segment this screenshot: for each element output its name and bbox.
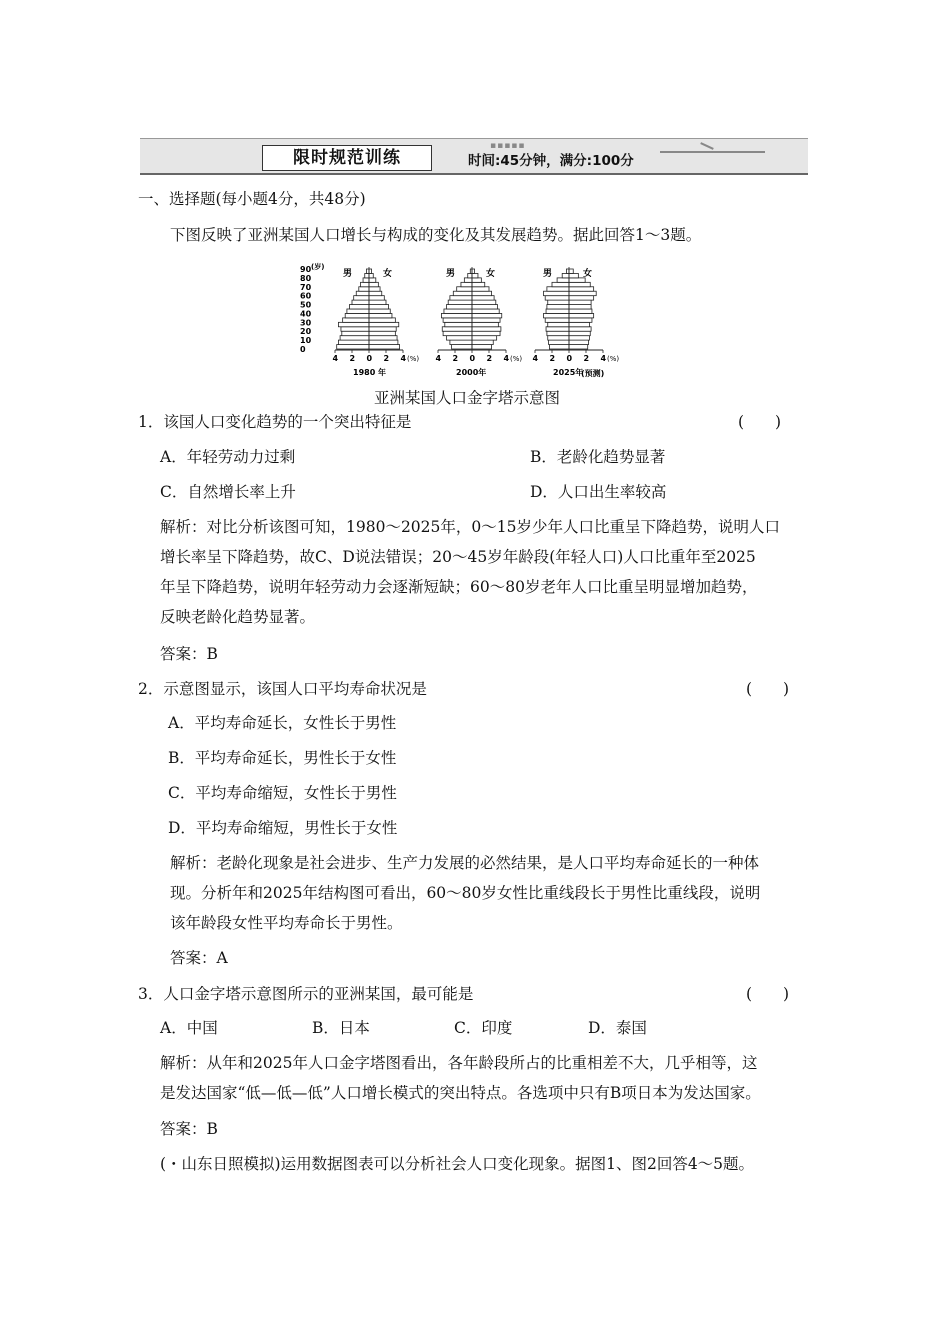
female-bar (472, 291, 492, 295)
question-3-option-c: C．印度 (454, 1019, 513, 1037)
pyramid-year-label: 2000年 (456, 368, 487, 377)
x-tick-label: 4 (503, 354, 510, 363)
female-bar (369, 327, 396, 331)
female-label: 女 (486, 269, 496, 279)
female-bar (569, 300, 591, 304)
female-bar (569, 331, 590, 335)
pyramid-year-label: 1980 年 (353, 368, 387, 377)
male-bar (546, 309, 569, 313)
question-2-bracket: ( ) (746, 680, 790, 698)
question-1-option-c: C．自然增长率上升 (160, 483, 296, 501)
female-label: 女 (583, 269, 593, 279)
question-3-analysis-line: 是发达国家“低—低—低”人口增长模式的突出特点。各选项中只有B项日本为发达国家。 (160, 1084, 761, 1102)
question-2-analysis-line: 该年龄段女性平均寿命长于男性。 (170, 914, 403, 932)
male-bar (337, 345, 369, 349)
female-bar (569, 291, 596, 295)
male-bar (545, 296, 569, 300)
female-bar (472, 331, 500, 335)
male-bar (349, 305, 369, 309)
female-bar (369, 291, 382, 295)
male-bar (448, 300, 472, 304)
male-bar (441, 313, 472, 317)
female-bar (369, 331, 395, 335)
question-2-option-b: B．平均寿命延长，男性长于女性 (168, 749, 397, 767)
question-2-answer: 答案：A (170, 949, 228, 967)
percent-unit-label: (%) (607, 355, 620, 363)
age-unit-label: (岁) (311, 263, 325, 271)
x-tick-label: 4 (400, 354, 407, 363)
female-bar (472, 287, 489, 291)
male-bar (544, 313, 570, 317)
question-3-analysis-line: 解析：从年和2025年人口金字塔图看出，各年龄段所占的比重相差不大，几乎相等，这 (160, 1054, 758, 1072)
male-bar (450, 296, 472, 300)
male-bar (447, 305, 473, 309)
x-tick-label: 2 (383, 354, 390, 363)
question-1-analysis-line: 反映老龄化趋势显著。 (160, 608, 316, 626)
female-bar (569, 296, 594, 300)
female-bar (472, 336, 497, 340)
male-bar (341, 327, 369, 331)
female-bar (369, 287, 380, 291)
female-bar (369, 309, 390, 313)
female-bar (472, 300, 496, 304)
x-tick-label: 2 (583, 354, 590, 363)
x-tick-label: 2 (349, 354, 356, 363)
question-1-answer: 答案：B (160, 645, 218, 663)
male-bar (562, 273, 569, 277)
male-bar (443, 318, 472, 322)
male-bar (342, 331, 369, 335)
male-bar (363, 278, 369, 282)
male-bar (547, 305, 569, 309)
female-bar (369, 313, 392, 317)
x-tick-label: 2 (452, 354, 459, 363)
age-tick-label: 10 (300, 336, 312, 346)
female-bar (369, 318, 395, 322)
male-bar (345, 313, 369, 317)
percent-unit-label: (%) (407, 355, 420, 363)
male-bar (443, 331, 472, 335)
female-bar (369, 322, 399, 326)
question-2-option-a: A．平均寿命延长，女性长于男性 (168, 714, 397, 732)
banner-decoration: ▪▪▪▪▪ (490, 141, 526, 151)
female-bar (369, 340, 398, 344)
x-tick-label: 0 (469, 354, 476, 363)
female-bar (569, 318, 592, 322)
next-questions-intro: (・山东日照模拟)运用数据图表可以分析社会人口变化现象。据图1、图2回答4～5题。 (160, 1155, 755, 1173)
question-1-analysis-line: 增长率呈下降趋势，故C、D说法错误；20～45岁年龄段(年轻人口)人口比重年至2025 (160, 548, 756, 566)
question-3-stem: 3．人口金字塔示意图所示的亚洲某国，最可能是 (138, 985, 474, 1003)
question-3-option-a: A．中国 (160, 1019, 218, 1037)
age-tick-label: 60 (300, 291, 312, 301)
percent-unit-label: (%) (510, 355, 523, 363)
age-tick-label: 30 (300, 318, 312, 328)
male-bar (457, 287, 472, 291)
male-bar (338, 340, 369, 344)
male-bar (549, 340, 569, 344)
question-1-option-d: D．人口出生率较高 (530, 483, 667, 501)
age-tick-label: 90 (300, 265, 312, 274)
section-heading: 一、选择题(每小题4分，共48分) (138, 190, 366, 208)
female-bar (472, 313, 502, 317)
male-bar (548, 322, 569, 326)
female-bar (472, 309, 499, 313)
female-bar (472, 318, 500, 322)
female-bar (472, 278, 481, 282)
female-bar (569, 269, 573, 273)
male-bar (548, 300, 569, 304)
female-bar (569, 322, 589, 326)
female-bar (569, 313, 594, 317)
question-3-bracket: ( ) (746, 985, 790, 1003)
question-1-bracket: ( ) (738, 413, 782, 431)
male-bar (450, 340, 472, 344)
male-bar (552, 282, 569, 286)
male-bar (547, 287, 569, 291)
female-bar (369, 273, 373, 277)
female-bar (569, 345, 588, 349)
male-bar (352, 300, 369, 304)
female-bar (569, 273, 578, 277)
age-tick-label: 70 (300, 282, 312, 292)
x-tick-label: 2 (549, 354, 556, 363)
female-bar (369, 336, 397, 340)
male-bar (452, 345, 472, 349)
female-bar (569, 309, 592, 313)
female-bar (472, 322, 498, 326)
age-tick-label: 80 (300, 273, 312, 283)
male-bar (453, 291, 472, 295)
banner-decoration-line (660, 151, 765, 153)
age-tick-label: 0 (300, 345, 306, 354)
female-bar (472, 273, 478, 277)
question-3-answer: 答案：B (160, 1120, 218, 1138)
male-bar (464, 278, 472, 282)
question-2-stem: 2．示意图显示，该国人口平均寿命状况是 (138, 680, 427, 698)
time-score-info: 时间:45分钟，满分:100分 (468, 153, 634, 169)
male-bar (356, 291, 369, 295)
male-bar (354, 296, 369, 300)
male-bar (544, 291, 570, 295)
male-bar (549, 345, 569, 349)
male-bar (547, 331, 569, 335)
question-1-option-b: B．老龄化趋势显著 (530, 448, 666, 466)
male-label: 男 (446, 269, 456, 279)
female-bar (569, 282, 590, 286)
age-tick-label: 50 (300, 300, 312, 310)
female-bar (569, 287, 594, 291)
male-bar (340, 336, 369, 340)
x-tick-label: 2 (486, 354, 493, 363)
female-bar (369, 300, 386, 304)
figure-caption: 亚洲某国人口金字塔示意图 (374, 389, 561, 407)
x-tick-label: 4 (435, 354, 442, 363)
male-bar (468, 273, 472, 277)
question-1-stem: 1．该国人口变化趋势的一个突出特征是 (138, 413, 412, 431)
x-tick-label: 4 (532, 354, 539, 363)
x-tick-label: 0 (366, 354, 373, 363)
page-title: 限时规范训练 (262, 145, 432, 171)
female-bar (472, 340, 493, 344)
question-2-analysis-line: 现。分析年和2025年结构图可看出，60～80岁女性比重线段长于男性比重线段，说明 (170, 884, 761, 902)
question-1-option-a: A．年轻劳动力过剩 (160, 448, 296, 466)
pyramid-forecast-note: (预测) (581, 369, 605, 378)
question-1-analysis-line: 年呈下降趋势，说明年轻劳动力会逐渐短缺；60～80岁老年人口比重呈明显增加趋势， (160, 578, 758, 596)
section-intro: 下图反映了亚洲某国人口增长与构成的变化及其发展趋势。据此回答1～3题。 (170, 226, 702, 244)
female-bar (369, 305, 389, 309)
female-bar (472, 345, 492, 349)
male-bar (447, 336, 473, 340)
male-bar (461, 282, 472, 286)
female-bar (369, 345, 400, 349)
x-tick-label: 0 (566, 354, 573, 363)
question-3-option-b: B．日本 (312, 1019, 370, 1037)
male-label: 男 (543, 269, 553, 279)
age-tick-label: 20 (300, 327, 312, 337)
question-2-option-d: D．平均寿命缩短，男性长于女性 (168, 819, 398, 837)
male-bar (442, 327, 472, 331)
female-bar (472, 305, 498, 309)
female-bar (369, 278, 376, 282)
x-tick-label: 4 (332, 354, 339, 363)
age-tick-label: 40 (300, 309, 312, 319)
female-bar (472, 327, 501, 331)
male-bar (338, 322, 369, 326)
question-2-option-c: C．平均寿命缩短，女性长于男性 (168, 784, 397, 802)
female-bar (369, 282, 378, 286)
population-pyramid-figure (300, 260, 650, 385)
female-bar (369, 296, 384, 300)
male-bar (545, 318, 569, 322)
male-label: 男 (343, 269, 353, 279)
female-bar (569, 305, 591, 309)
male-bar (343, 318, 369, 322)
question-1-analysis-line: 解析：对比分析该图可知，1980～2025年，0～15岁少年人口比重呈下降趋势，说明人口 (160, 518, 780, 536)
female-bar (569, 336, 589, 340)
male-bar (445, 322, 472, 326)
male-bar (361, 282, 370, 286)
male-bar (557, 278, 569, 282)
male-bar (444, 309, 472, 313)
male-bar (359, 287, 369, 291)
pyramid-year-label: 2025年 (553, 368, 584, 377)
female-bar (569, 327, 591, 331)
female-bar (569, 340, 589, 344)
female-bar (472, 282, 485, 286)
male-bar (365, 273, 369, 277)
female-bar (472, 296, 494, 300)
male-bar (548, 336, 569, 340)
male-bar (347, 309, 369, 313)
question-3-option-d: D．泰国 (588, 1019, 647, 1037)
x-tick-label: 4 (600, 354, 607, 363)
male-bar (546, 327, 569, 331)
question-2-analysis-line: 解析：老龄化现象是社会进步、生产力发展的必然结果，是人口平均寿命延长的一种体 (170, 854, 760, 872)
female-label: 女 (383, 269, 393, 279)
